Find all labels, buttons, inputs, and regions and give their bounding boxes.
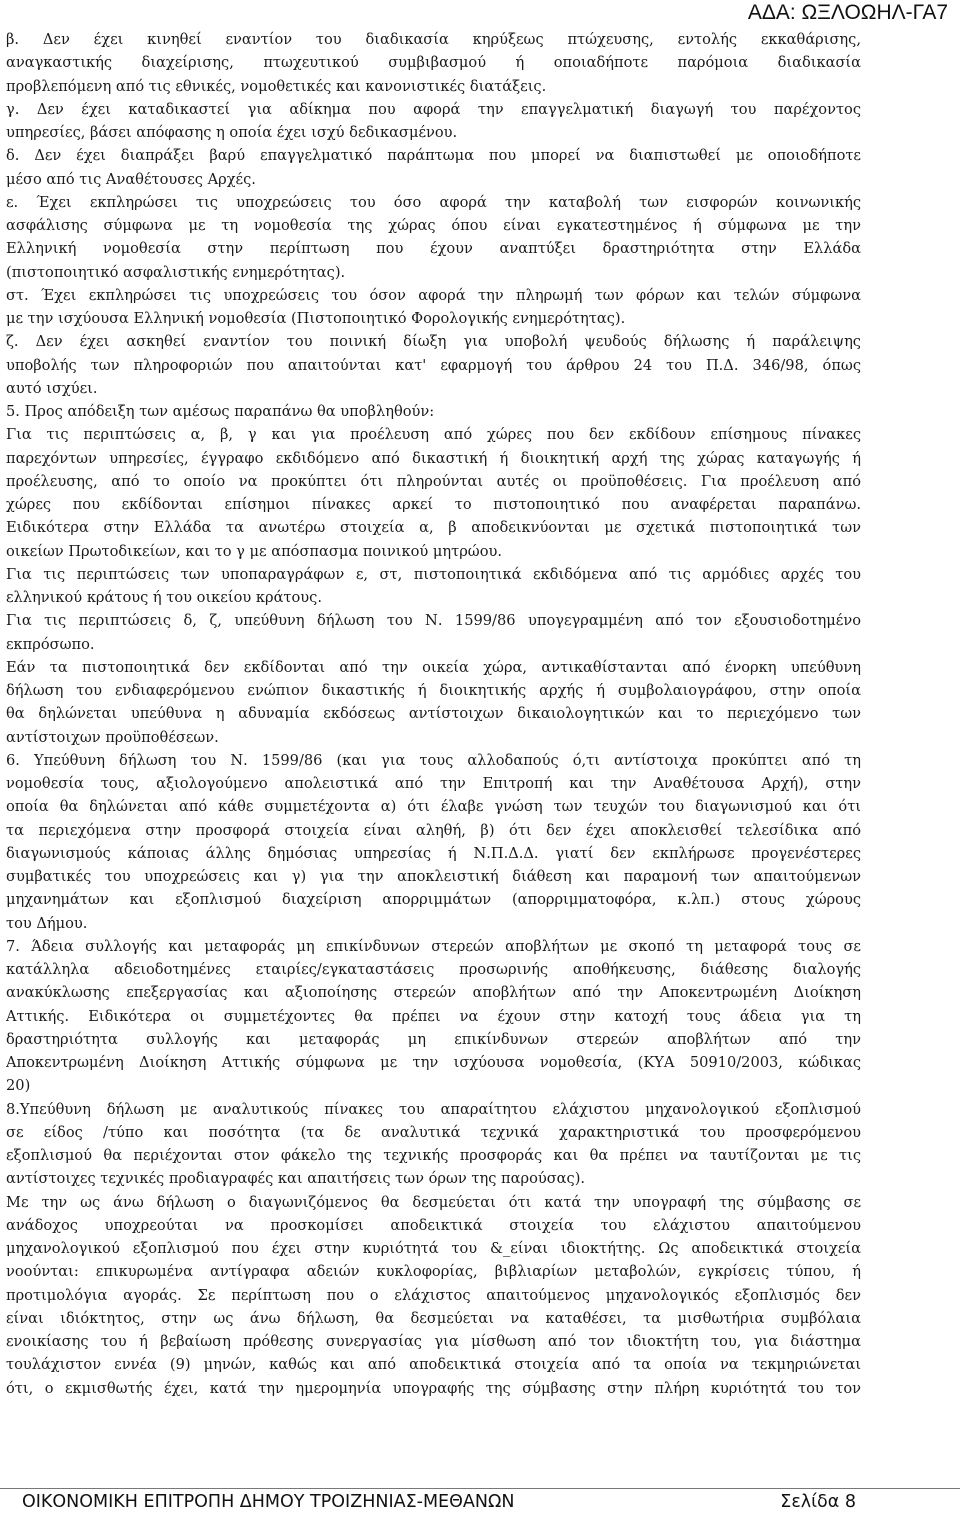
text-line: Αττικής. Ειδικότερα οι συμμετέχοντες θα πρέπει να έχουν στην κατοχή τους άδεια για τη <box>6 1007 861 1025</box>
text-line: συμβατικές του υποχρεώσεις και γ) για την αποκλειστική διάθεση και παραμονή των απαιτούμενων <box>6 868 861 885</box>
text-line: Με την ως άνω δήλωση ο διαγωνιζόμενος θα δεσμεύεται ότι κατά την υπογραφή της σύμβασης σε <box>6 1193 861 1211</box>
text-line: εκπρόσωπο. <box>6 635 95 653</box>
text-line: β. Δεν έχει κινηθεί εναντίον του διαδικασία κηρύξεως πτώχευσης, εντολής εκκαθάρισης, <box>6 31 861 48</box>
footer-page-number: Σελίδα 8 <box>780 1492 856 1512</box>
text-line: ανάδοχος υποχρεούται να προσκομίσει αποδεικτικά στοιχεία του ελάχιστου απαιτούμενου <box>6 1216 861 1234</box>
text-line: αναγκαστικής διαχείρισης, πτωχευτικού συμβιβασμού ή οποιαδήποτε παρόμοια διαδικασία <box>6 54 861 72</box>
text-line: Ελληνική νομοθεσία στην περίπτωση που έχουν αναπτύξει δραστηριότητα στην Ελλάδα <box>6 240 861 258</box>
text-line: χώρες που εκδίδονται επίσημοι πίνακες αρκεί το πιστοποιητικό που αναφέρεται παραπάνω. <box>6 496 861 513</box>
text-line: Για τις περιπτώσεις δ, ζ, υπεύθυνη δήλωση του Ν. 1599/86 υπογεγραμμένη από τον εξουσιοδοτημένο <box>6 612 861 630</box>
text-line: τα περιεχόμενα στην προσφορά στοιχεία είναι αληθή, β) ότι δεν έχει αποκλεισθεί τελεσίδικα από <box>6 821 861 839</box>
text-line: δήλωση του ενδιαφερόμενου ενώπιον δικαστικής ή διοικητικής αρχής ή συμβολαιογράφου, στην οποία <box>6 682 861 699</box>
text-line: σε είδος /τύπο και ποσότητα (τα δε αναλυτικά τεχνικά χαρακτηριστικά του προσφερόμενου <box>6 1123 861 1141</box>
text-line: ελληνικού κράτους ή του οικείου κράτους. <box>6 589 322 606</box>
text-line: Για τις περιπτώσεις των υποπαραγράφων ε, στ, πιστοποιητικά εκδιδόμενα από τις αρμόδιες αρχές του <box>6 565 861 583</box>
text-line: προέλευσης, από το οποίο να προκύπτει ότι πληρούνται αυτές οι προϋποθέσεις. Για προέλευση από <box>6 472 861 490</box>
text-line: Εάν τα πιστοποιητικά δεν εκδίδονται από την οικεία χώρα, αντικαθίστανται από ένορκη υπεύθυνη <box>6 658 861 676</box>
text-line: 8.Υπεύθυνη δήλωση με αναλυτικούς πίνακες του απαραίτητου ελάχιστου μηχανολογικού εξοπλισμού <box>6 1100 861 1118</box>
text-line: με την ισχύουσα Ελληνική νομοθεσία (Πιστοποιητικό Φορολογικής ενημερότητας). <box>6 310 626 327</box>
text-line: δ. Δεν έχει διαπράξει βαρύ επαγγελματικό παράπτωμα που μπορεί να διαπιστωθεί με οποιοδήποτε <box>6 147 861 165</box>
text-line: Για τις περιπτώσεις α, β, γ και για προέλευση από χώρες που δεν εκδίδουν επίσημους πίνακες <box>6 426 861 444</box>
text-line: ζ. Δεν έχει ασκηθεί εναντίον του ποινική δίωξη για υποβολή ψευδούς δήλωσης ή παράλειψης <box>6 333 861 351</box>
ada-code: ΑΔΑ: ΩΞΛΟΩΗΛ-ΓΑ7 <box>747 1 948 24</box>
text-line: κατάλληλα αδειοδοτημένες εταιρίες/εγκαταστάσεις προσωρινής αποθήκευσης, διάθεσης διαλογής <box>6 961 861 978</box>
text-line: στ. Έχει εκπληρώσει τις υποχρεώσεις του όσον αφορά την πληρωμή των φόρων και τελών σύμφωνα <box>6 286 861 304</box>
text-line: υποβολής των πληροφοριών που απαιτούνται κατ' εφαρμογή του άρθρου 24 του Π.Δ. 346/98, όπως <box>6 356 861 374</box>
footer-committee-name: ΟΙΚΟΝΟΜΙΚΗ ΕΠΙΤΡΟΠΗ ΔΗΜΟΥ ΤΡΟΙΖΗΝΙΑΣ-ΜΕΘΑΝΩΝ <box>22 1492 515 1512</box>
text-line: τουλάχιστον εννέα (9) μηνών, καθώς και από αποδεικτικά στοιχεία από τα οποία να τεκμηριώνεται <box>6 1356 861 1374</box>
text-line: αυτό ισχύει. <box>6 379 98 397</box>
text-line: ε. Έχει εκπληρώσει τις υποχρεώσεις του όσο αφορά την καταβολή των εισφορών κοινωνικής <box>6 193 861 211</box>
text-line: νομοθεσία τους, αξιολογούμενο απολειστικά από την Επιτροπή και την Αναθέτουσα Αρχή), στην <box>6 775 861 792</box>
text-line: προβλεπόμενη από τις εθνικές, νομοθετικές και κανονιστικές διατάξεις. <box>6 77 547 95</box>
text-line: ενοικίασης του ή βεβαίωση πρόθεσης συνεργασίας για μίσθωση από τον ιδιοκτήτη του, για διάστημα <box>6 1333 861 1350</box>
text-line: θα δηλώνεται υπεύθυνα η αδυναμία εκδόσεως αντίστοιχων δικαιολογητικών και το περιεχόμενο των <box>6 705 861 723</box>
text-line: νοούνται: επικυρωμένα αντίγραφα αδειών κυκλοφορίας, βιβλιαρίων μεταβολών, εγκρίσεις τύπου, ή <box>6 1263 861 1281</box>
text-line: γ. Δεν έχει καταδικαστεί για αδίκημα που αφορά την επαγγελματική διαγωγή του παρέχοντος <box>6 100 861 118</box>
text-line: (πιστοποιητικό ασφαλιστικής ενημερότητας). <box>6 263 346 281</box>
text-line: εξοπλισμού θα περιέχονται στον φάκελο της τεχνικής προσφοράς και θα πρέπει να ταυτίζονται με τις <box>6 1147 861 1164</box>
text-line: μηχανημάτων και εξοπλισμού διαχείριση απορριμμάτων (απορριμματοφόρα, κ.λπ.) στους χώρους <box>6 891 861 909</box>
document-body <box>6 28 861 1400</box>
text-line: 5. Προς απόδειξη των αμέσως παραπάνω θα υποβληθούν: <box>6 403 435 420</box>
text-line: αντίστοιχων προϋποθέσεων. <box>6 728 219 746</box>
text-line: αντίστοιχες τεχνικές προδιαγραφές και απαιτήσεις των όρων της παρούσας). <box>6 1170 586 1188</box>
text-line: 7. Άδεια συλλογής και μεταφοράς μη επικίνδυνων στερεών αποβλήτων με σκοπό τη μεταφορά τους σε <box>6 937 861 955</box>
text-line: δραστηριότητα συλλογής και μεταφοράς μη επικίνδυνων στερεών αποβλήτων από την <box>6 1030 861 1048</box>
text-line: οποία θα δηλώνεται από κάθε συμμετέχοντα α) ότι έλαβε γνώση των τευχών του διαγωνισμού και ότι <box>6 798 861 816</box>
text-line: είναι ιδιόκτητος, στην ως άνω δήλωση, θα δεσμεύεται να καταθέσει, τα μισθωτήρια συμβόλαια <box>6 1309 861 1327</box>
text-line: μηχανολογικού εξοπλισμού που έχει στην κυριότητά του &_είναι ιδιοκτήτης. Ως αποδεικτικά στοιχεία <box>6 1240 861 1257</box>
text-line: Ειδικότερα στην Ελλάδα τα ανωτέρω στοιχεία α, β αποδεικνύονται με σχετικά πιστοποιητικά των <box>6 519 861 537</box>
text-line: παρεχόντων υπηρεσίες, έγγραφο εκδιδόμενο από δικαστική ή διοικητική αρχή της χώρας καταγωγής ή <box>6 449 861 467</box>
text-line: υπηρεσίες, βάσει απόφασης η οποία έχει ισχύ δεδικασμένου. <box>6 124 458 141</box>
text-line: προτιμολόγια αγοράς. Σε περίπτωση που ο ελάχιστος απαιτούμενος μηχανολογικός εξοπλισμός δεν <box>6 1286 861 1304</box>
text-line: 6. Υπεύθυνη δήλωση του Ν. 1599/86 (και για τους αλλοδαπούς ό,τι αντίστοιχα προκύπτει από τη <box>6 751 861 769</box>
text-line: οικείων Πρωτοδικείων, και το γ με απόσπασμα ποινικού μητρώου. <box>6 542 503 560</box>
text-line: ότι, ο εκμισθωτής έχει, κατά την ημερομηνία υπογραφής της σύμβασης στην πλήρη κυριότητά του τον <box>6 1379 861 1397</box>
text-line: 20) <box>6 1077 31 1095</box>
page-footer <box>0 1488 960 1513</box>
text-line: ασφάλισης σύμφωνα με τη νομοθεσία της χώρας όπου είναι εγκατεστημένος ή σύμφωνα με την <box>6 217 861 234</box>
text-line: του Δήμου. <box>6 914 88 932</box>
text-line: Αποκεντρωμένη Διοίκηση Αττικής σύμφωνα με την ισχύουσα νομοθεσία, (ΚΥΑ 50910/2003, κώδικας <box>6 1054 861 1071</box>
text-line: ανακύκλωσης επεξεργασίας και αξιοποίησης στερεών αποβλήτων από την Αποκεντρωμένη Διοίκηση <box>6 984 861 1002</box>
text-line: διαγωνισμούς κάποιας άλλης δημόσιας υπηρεσίας ή Ν.Π.Δ.Δ. γιατί δεν εκπλήρωσε προγενέστερες <box>6 844 861 862</box>
text-line: μέσο από τις Αναθέτουσες Αρχές. <box>6 170 256 188</box>
